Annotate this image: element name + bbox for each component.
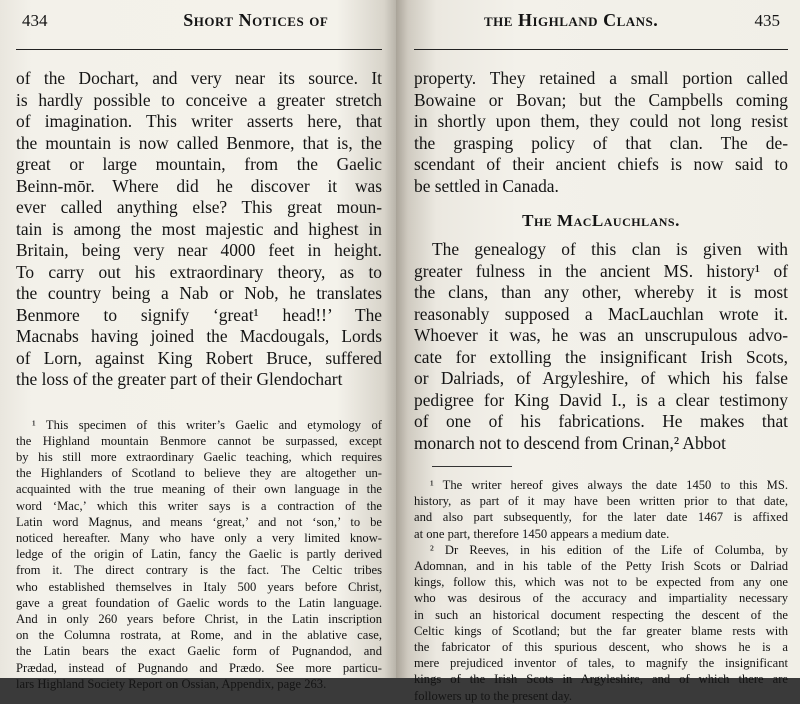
body-line: of the Dochart, and very near its source. It <box>16 68 382 88</box>
footnote-line: lars Highland Society Report on Ossian, Appendix, page 263. <box>16 676 327 691</box>
footnote-line: Adomnan, and in his table of the Petty Irish Scots or Dalriad <box>414 559 788 574</box>
right-page-number: 435 <box>754 11 780 30</box>
footnote-line: kings, follow this, which was not to be expected from any one <box>414 575 788 590</box>
footnote-line: ledge of the origin of Latin, fancy the Gaelic is partly derived <box>16 547 382 562</box>
right-body-text-top <box>414 68 788 197</box>
footnote-line: in such an historical document respecting the descent of the <box>414 607 788 622</box>
left-running-title: Short Notices of <box>183 10 329 30</box>
body-line: pedigree for King David I., is a clear testimony <box>414 389 788 410</box>
right-running-head <box>414 10 788 50</box>
body-line: great or large mountain, from the Gaelic <box>16 154 382 174</box>
footnote-line: history, as part of it may have been written prior to that date, <box>414 494 788 509</box>
footnote-line: the Highland mountain Benmore cannot be surpassed, except <box>16 433 382 448</box>
body-line: of one of his fabrications. He makes that <box>414 411 788 431</box>
footnote-line: Celtic kings of Scotland; but the far greater blame rests with <box>414 623 788 638</box>
footnote-line: and also part subsequently, for the later date 1467 is affixed <box>414 510 788 525</box>
body-line: reasonably supposed a MacLauchlan wrote it. <box>414 303 788 324</box>
body-line: property. They retained a small portion called <box>414 68 788 88</box>
left-page <box>0 0 396 691</box>
footnote-line: followers up to the present day. <box>414 688 572 703</box>
body-line: Whoever it was, he was an unscrupulous advo- <box>414 325 788 345</box>
body-line: of Lorn, against King Robert Bruce, suffered <box>16 347 382 368</box>
footnote-line: ¹ This specimen of this writer’s Gaelic and etymology of <box>32 417 382 432</box>
footnote-line: on the Columna rostrata, at Rome, and in the ablative case, <box>16 628 382 643</box>
footnote-line: noticed hereafter. Many who have only a very limited know- <box>16 530 382 545</box>
footnote-line: ¹ The writer hereof gives always the date 1450 to this MS. <box>430 478 788 492</box>
section-heading: The MacLauchlans. <box>522 211 680 230</box>
footnote-line: Latin word Magnus, and means ‘great,’ and not ‘son,’ to be <box>16 514 382 529</box>
footnote-line: kings of the Irish Scots in Argyleshire, and of which there are <box>414 672 788 687</box>
footnote-line: by his still more extraordinary Gaelic teaching, which requires <box>16 449 382 464</box>
footnote-line: And in only 260 years before Christ, in the Latin inscription <box>16 611 382 626</box>
body-line: the clans, than any other, whereby it is most <box>414 282 788 302</box>
right-body-text-bottom <box>414 239 788 454</box>
body-line: Britain, being very near 4000 feet in height. <box>16 240 382 260</box>
right-running-title: the Highland Clans. <box>484 10 659 30</box>
footnote-line: ² Dr Reeves, in his edition of the Life of Columba, by <box>430 542 788 557</box>
footnote-line: the Highlanders of Scotland to believe they are altogether un- <box>16 466 382 481</box>
left-footnotes <box>16 417 382 692</box>
body-line: greater fulness in the ancient MS. history¹ of <box>414 260 788 281</box>
body-line: To carry out his extraordinary theory, as to <box>16 261 382 282</box>
body-line: the grasping policy of that clan. The de- <box>414 132 788 153</box>
body-line: in shortly upon them, they could not long resist <box>414 111 788 131</box>
body-line: Beinn-mōr. Where did he discover it was <box>16 175 382 196</box>
footnote-line: gave a great foundation of Gaelic words to the Latin language. <box>16 595 382 610</box>
right-footnotes <box>414 477 788 704</box>
body-line: the country being a Nab or Nob, he translates <box>16 283 382 303</box>
body-line: Benmore to signify ‘great¹ head!!’ The <box>16 304 382 325</box>
footnote-line: from it. The direct contrary is the fact. The Celtic tribes <box>16 563 382 578</box>
body-line: or Dalriads, of Argyleshire, of which his false <box>414 368 788 388</box>
footnote-line: the fabricator of this spurious descent, who shows he is a <box>414 640 788 655</box>
left-body-text <box>16 68 382 391</box>
body-line: the loss of the greater part of their Glendochart <box>16 369 343 389</box>
body-line: tain is among the most majestic and highest in <box>16 218 382 239</box>
left-running-head <box>16 10 382 50</box>
right-page <box>396 0 800 703</box>
body-line: the mountain is now called Benmore, that is, the <box>16 132 382 153</box>
body-line: be settled in Canada. <box>414 175 559 196</box>
footnote-line: at one part, therefore 1450 appears a medium date. <box>414 526 670 541</box>
body-line: ever called anything else? This great moun- <box>16 197 382 217</box>
footnote-line: acquainted with the true meaning of their own language in the <box>16 482 382 497</box>
body-line: The genealogy of this clan is given with <box>432 239 788 259</box>
footnote-line: who established themselves in Italy 500 years before Christ, <box>16 579 382 594</box>
footnote-line: word ‘Mac,’ which this writer says is a contraction of the <box>16 498 382 513</box>
body-line: Bowaine or Bovan; but the Campbells coming <box>414 89 788 110</box>
footnote-rule <box>432 466 512 467</box>
footnote-line: Prædad, instead of Pugnando and Prædo. See more particu- <box>16 660 382 675</box>
body-line: of imagination. This writer asserts here, that <box>16 111 382 131</box>
body-line: monarch not to descend from Crinan,² Abbot <box>414 432 726 453</box>
body-line: is hardly possible to conceive a greater stretch <box>16 89 382 110</box>
body-line: scendant of their ancient chiefs is now said to <box>414 154 788 174</box>
left-page-number: 434 <box>22 11 48 30</box>
footnote-line: who was desirous of the accuracy and impartiality necessary <box>414 591 788 606</box>
footnote-line: the Latin bears the exact Gaelic form of Pugnandod, and <box>16 644 382 659</box>
body-line: Macnabs having joined the Macdougals, Lords <box>16 326 382 346</box>
body-line: cate for extolling the insignificant Irish Scots, <box>414 346 788 367</box>
footnote-line: mere prejudiced inventor of tales, to magnify the insignificant <box>414 656 788 671</box>
